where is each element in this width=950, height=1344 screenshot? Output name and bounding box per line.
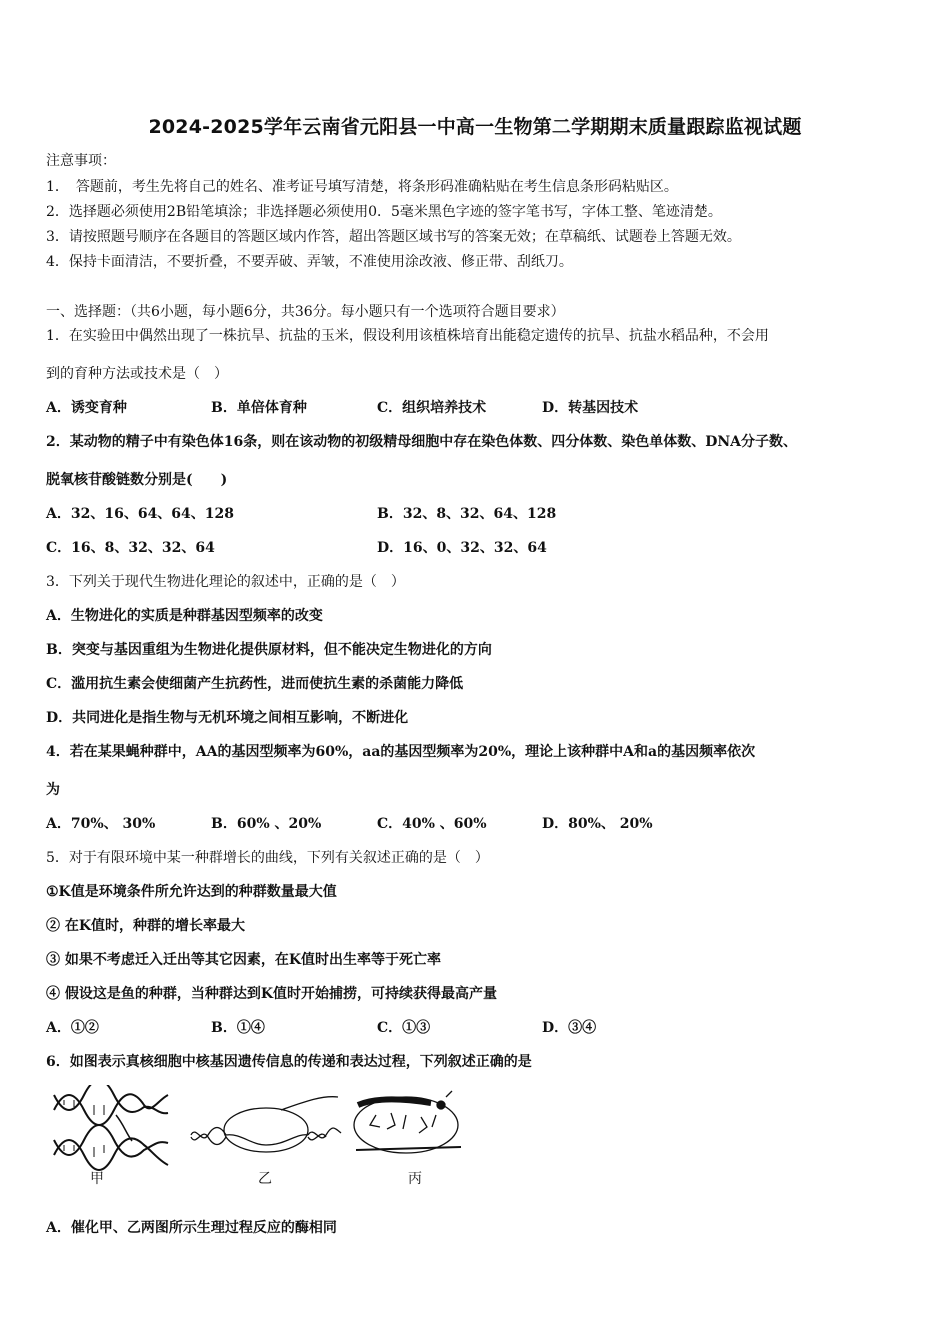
q5-statement-1: ①K值是环境条件所允许达到的种群数量最大值 [46,884,337,900]
q1-option-a: A．诱变育种 [46,400,127,416]
q3-stem: 3．下列关于现代生物进化理论的叙述中，正确的是（ ） [46,574,405,590]
q4-option-b: B．60% 、20% [211,816,322,832]
q3-option-b: B．突变与基因重组为生物进化提供原材料，但不能决定生物进化的方向 [46,642,492,658]
q5-option-a: A．①② [46,1020,99,1036]
q4-option-a: A．70%、 30% [46,816,156,832]
q2-option-a: A．32、16、64、64、128 [46,506,235,522]
q4-option-d: D．80%、 20% [542,816,653,832]
notice-item-3: 3．请按照题号顺序在各题目的答题区域内作答，超出答题区域书写的答案无效；在草稿纸、试题卷上答题无效。 [46,229,741,245]
q6-stem: 6．如图表示真核细胞中核基因遗传信息的传递和表达过程，下列叙述正确的是 [46,1054,532,1070]
q4-option-c: C．40% 、60% [377,816,487,832]
q4-stem-line1: 4．若在某果蝇种群中，AA的基因型频率为60%，aa的基因型频率为20%，理论上该种群中A和a的基因频率依次 [46,744,756,760]
q1-option-c: C．组织培养技术 [377,400,487,416]
dna-replication-diagram [54,1085,168,1170]
notice-item-1: 1． 答题前，考生先将自己的姓名、准考证号填写清楚，将条形码准确粘贴在考生信息条形码粘贴区。 [46,179,678,195]
q1-option-b: B．单倍体育种 [211,400,307,416]
q5-stem: 5．对于有限环境中某一种群增长的曲线，下列有关叙述正确的是（ ） [46,850,489,866]
section-heading: 一、选择题：（共6小题，每小题6分，共36分。每小题只有一个选项符合题目要求） [46,304,565,320]
q2-option-d: D．16、0、32、32、64 [377,540,547,556]
notice-item-2: 2．选择题必须使用2B铅笔填涂；非选择题必须使用0．5毫米黑色字迹的签字笔书写，字体工整、笔迹清楚。 [46,204,722,220]
notice-heading: 注意事项： [46,153,116,169]
q3-option-a: A．生物进化的实质是种群基因型频率的改变 [46,608,323,624]
q2-option-c: C．16、8、32、32、64 [46,540,215,556]
q1-stem-line2: 到的育种方法或技术是（ ） [46,366,228,382]
q5-statement-3: ③ 如果不考虑迁入迁出等其它因素，在K值时出生率等于死亡率 [46,952,442,968]
notice-item-4: 4．保持卡面清洁，不要折叠，不要弄破、弄皱，不准使用涂改液、修正带、刮纸刀。 [46,254,573,270]
page-title: 2024-2025学年云南省元阳县一中高一生物第二学期期末质量跟踪监视试题 [148,116,802,138]
figure-label-bing: 丙 [408,1171,422,1187]
q2-stem-line1: 2．某动物的精子中有染色体16条，则在该动物的初级精母细胞中存在染色体数、四分体数、染色单体数、DNA分子数、 [46,434,798,450]
q2-option-b: B．32、8、32、64、128 [377,506,557,522]
q1-stem-line1: 1．在实验田中偶然出现了一株抗旱、抗盐的玉米，假设利用该植株培育出能稳定遗传的抗旱、抗盐水稻品种，不会用 [46,328,769,344]
q5-statement-2: ② 在K值时，种群的增长率最大 [46,918,246,934]
figure-label-yi: 乙 [258,1171,272,1187]
q1-option-d: D．转基因技术 [542,400,639,416]
transcription-diagram [191,1097,341,1152]
translation-diagram [354,1091,461,1153]
q2-stem-line2: 脱氧核苷酸链数分别是( ) [46,472,228,488]
q6-option-a: A．催化甲、乙两图所示生理过程反应的酶相同 [46,1220,337,1236]
figure-label-jia: 甲 [90,1171,104,1187]
q3-option-d: D．共同进化是指生物与无机环境之间相互影响，不断进化 [46,710,409,726]
q4-stem-line2: 为 [46,782,60,798]
q3-option-c: C．滥用抗生素会使细菌产生抗药性，进而使抗生素的杀菌能力降低 [46,676,464,692]
q5-option-d: D．③④ [542,1020,597,1036]
q5-option-b: B．①④ [211,1020,265,1036]
q5-statement-4: ④ 假设这是鱼的种群，当种群达到K值时开始捕捞，可持续获得最高产量 [46,986,498,1002]
q5-option-c: C．①③ [377,1020,431,1036]
